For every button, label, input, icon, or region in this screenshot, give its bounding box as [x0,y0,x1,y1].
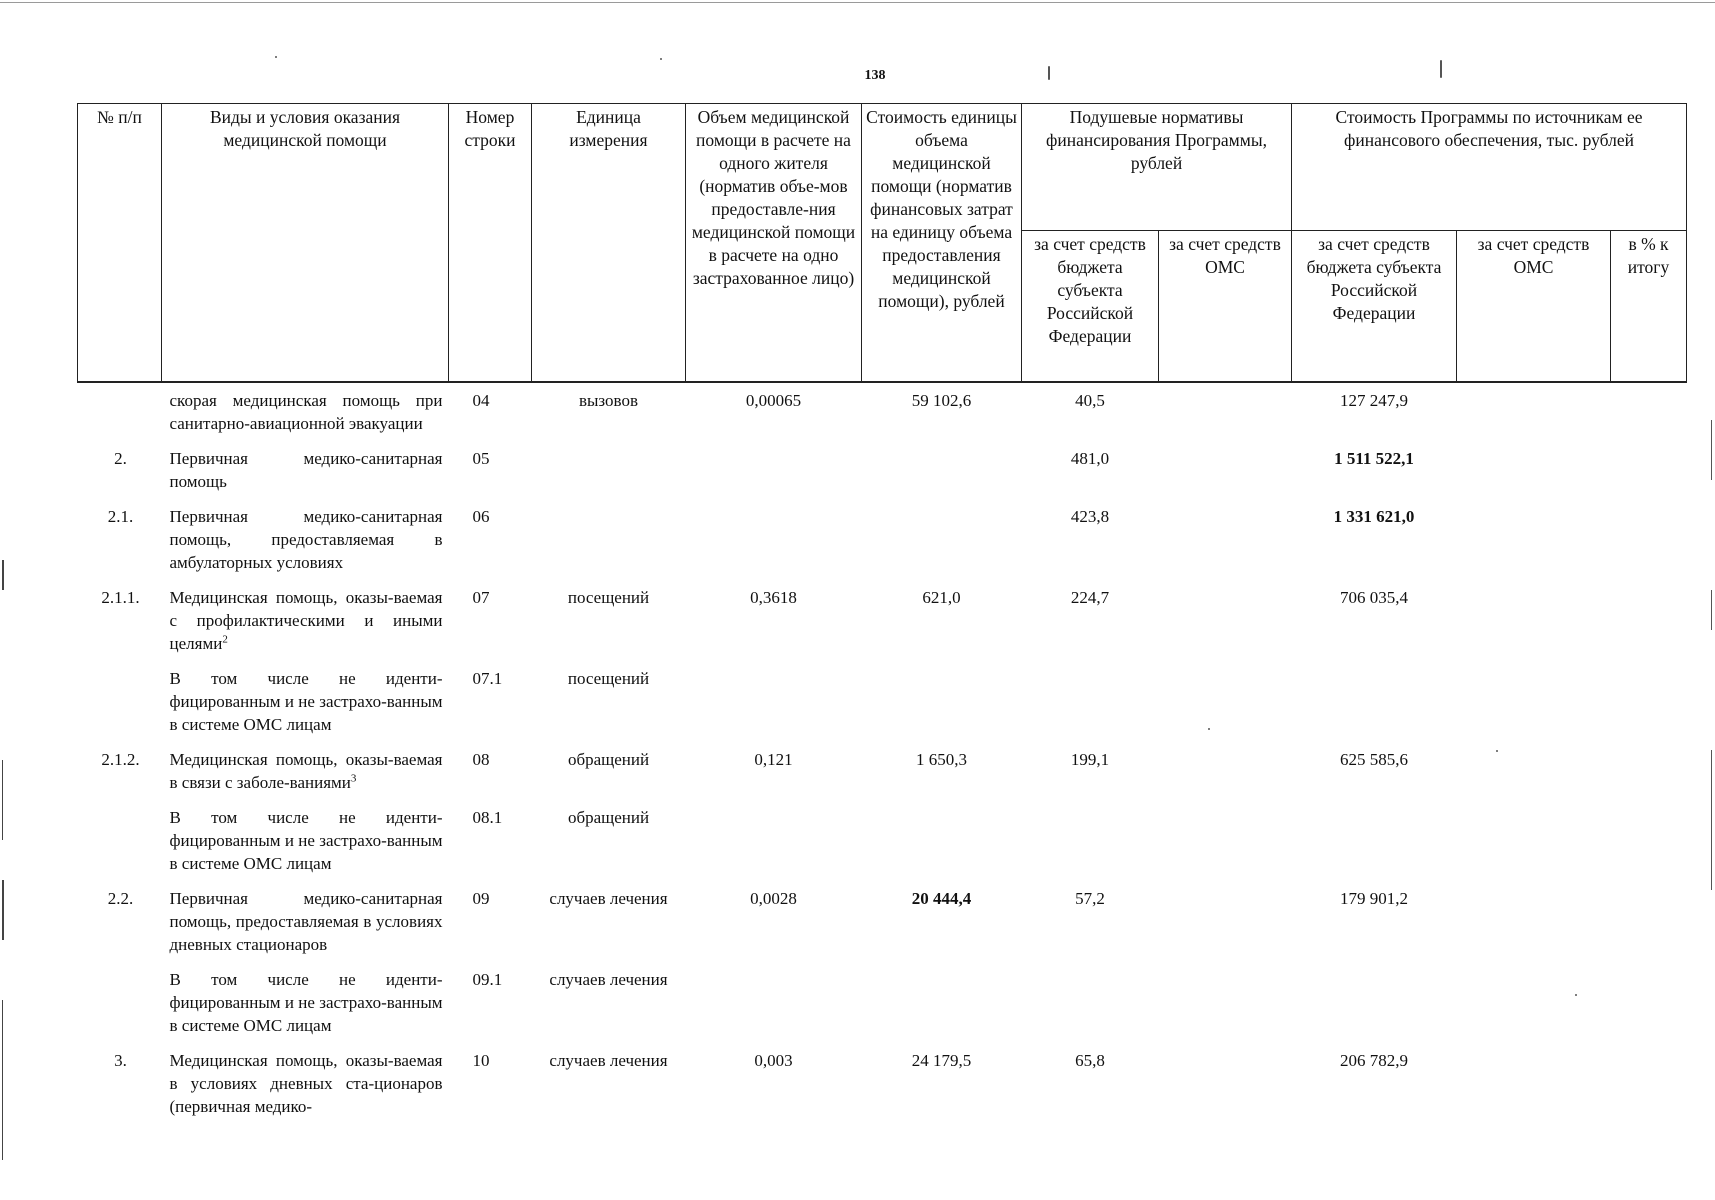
row-number: 2.1.2. [101,750,140,769]
row-program-oms [1457,881,1611,962]
row-name [162,881,449,962]
row-name [162,382,449,441]
row-name-text: Первичная медико-санитарная помощь, предоставляемая в амбулаторных условиях [169,507,443,572]
row-program-oms [1457,499,1611,580]
table-row [78,962,1687,1043]
scan-artifact [1711,590,1712,630]
row-volume [686,800,862,881]
row-percapita-budget: 65,8 [1075,1051,1105,1070]
row-number [78,962,162,1043]
row-volume: 0,003 [754,1051,793,1070]
scan-artifact [2,880,4,940]
row-percapita-oms [1159,1043,1292,1124]
row-unit: случаев лечения [549,970,668,989]
row-name-text: В том числе не иденти-фицированным и не застрахо-ванным в системе ОМС лицам [169,808,443,873]
row-unit: обращений [567,808,650,827]
row-name [162,1043,449,1124]
row-line-number: 08 [472,750,490,769]
row-percapita-oms [1159,742,1292,800]
row-program-percent [1611,962,1687,1043]
row-name [162,661,449,742]
table-row [78,382,1687,441]
row-program-percent [1611,499,1687,580]
row-name [162,441,449,499]
row-program-percent [1611,1043,1687,1124]
row-program-budget: 206 782,9 [1340,1051,1408,1070]
row-program-percent [1611,742,1687,800]
header-unit: Единица измерения [532,104,686,383]
row-program-budget: 706 035,4 [1340,588,1408,607]
table-row [78,441,1687,499]
header-percapita-budget: за счет средств бюджета субъекта Российской Федерации [1022,231,1159,383]
table-body [78,382,1687,1124]
row-unit [532,441,686,499]
row-program-budget [1292,661,1457,742]
row-number: 2.2. [107,889,134,908]
row-percapita-oms [1159,962,1292,1043]
row-percapita-budget: 481,0 [1070,449,1110,468]
row-program-percent [1611,881,1687,962]
row-unit: вызовов [578,391,638,410]
header-program: Стоимость Программы по источникам ее финансового обеспечения, тыс. рублей [1292,104,1687,231]
page-number: 138 [864,68,886,83]
row-number: 2.1.1. [101,588,140,607]
row-volume: 0,00065 [745,391,802,410]
row-program-budget: 179 901,2 [1340,889,1408,908]
row-cost [862,962,1022,1043]
financing-table [77,103,1687,1124]
table-row [78,580,1687,661]
row-number [78,382,162,441]
row-unit [532,499,686,580]
row-program-oms [1457,962,1611,1043]
row-percapita-budget: 423,8 [1070,507,1110,526]
row-name-text: Первичная медико-санитарная помощь [169,449,443,491]
row-cost [862,661,1022,742]
table-row [78,881,1687,962]
row-cost: 59 102,6 [911,391,972,410]
row-percapita-oms [1159,499,1292,580]
row-name [162,499,449,580]
row-program-budget: 625 585,6 [1340,750,1408,769]
row-name [162,580,449,661]
row-program-oms [1457,441,1611,499]
footnote-marker: 3 [350,772,357,785]
table-row [78,499,1687,580]
table-row [78,1043,1687,1124]
row-percapita-oms [1159,661,1292,742]
table-header [78,104,1687,383]
row-volume [686,661,862,742]
row-cost [862,499,1022,580]
row-percapita-budget [1022,962,1159,1043]
row-number: 3. [114,1051,127,1070]
row-name-text: В том числе не иденти-фицированным и не застрахо-ванным в системе ОМС лицам [169,669,443,734]
row-program-oms [1457,580,1611,661]
scan-speck [1440,60,1442,78]
row-cost [862,441,1022,499]
row-unit: посещений [567,588,650,607]
scan-artifact [2,1000,3,1160]
row-program-budget [1292,962,1457,1043]
row-volume: 0,0028 [750,889,797,908]
row-volume [686,441,862,499]
row-line-number: 06 [472,507,490,526]
row-name-text: В том числе не иденти-фицированным и не застрахо-ванным в системе ОМС лицам [169,970,443,1035]
row-cost [862,800,1022,881]
scan-speck [275,56,277,58]
row-name [162,742,449,800]
scan-artifact [1711,750,1712,890]
table-row [78,742,1687,800]
header-volume: Объем медицинской помощи в расчете на одного жителя (норматив объе-мов предоставле-ния медицинской помощи в расчете на одно застрахованное лицо) [686,104,862,383]
scan-artifact [2,560,4,590]
row-line-number: 10 [472,1051,490,1070]
row-name-text: Медицинская помощь, оказы-ваемая в связи с заболе-ваниями [169,750,443,792]
footnote-marker: 2 [222,633,228,646]
row-program-oms [1457,382,1611,441]
scan-speck [1048,66,1050,80]
header-percapita: Подушевые нормативы финансирования Программы, рублей [1022,104,1292,231]
row-volume: 0,121 [754,750,793,769]
scan-artifact [1711,420,1712,480]
row-cost: 621,0 [922,588,961,607]
header-program-budget: за счет средств бюджета субъекта Российской Федерации [1292,231,1457,383]
row-number: 2. [114,449,127,468]
row-percapita-oms [1159,800,1292,881]
row-program-budget [1292,800,1457,881]
row-program-percent [1611,441,1687,499]
row-program-oms [1457,661,1611,742]
row-percapita-budget [1022,800,1159,881]
header-num: № п/п [78,104,162,383]
row-volume: 0,3618 [750,588,797,607]
row-cost: 1 650,3 [916,750,967,769]
header-program-percent: в % к итогу [1611,231,1687,383]
row-cost: 20 444,4 [911,889,972,908]
row-percapita-budget: 57,2 [1075,889,1105,908]
row-name-text: Медицинская помощь, оказы-ваемая в условиях дневных ста-ционаров (первичная медико- [169,1051,443,1116]
row-percapita-oms [1159,881,1292,962]
row-percapita-oms [1159,441,1292,499]
row-program-percent [1611,382,1687,441]
row-unit: обращений [567,750,650,769]
row-program-oms [1457,742,1611,800]
row-number [78,661,162,742]
row-number: 2.1. [107,507,134,526]
row-line-number: 07 [472,588,490,607]
row-volume [686,499,862,580]
top-edge-rule [0,2,1715,3]
row-name [162,962,449,1043]
row-percapita-budget: 40,5 [1075,391,1105,410]
row-program-budget: 127 247,9 [1340,391,1408,410]
row-unit: случаев лечения [549,1051,668,1070]
row-volume [686,962,862,1043]
table-row [78,661,1687,742]
row-percapita-budget: 199,1 [1070,750,1110,769]
row-program-budget: 1 511 522,1 [1334,449,1414,468]
header-percapita-oms: за счет средств ОМС [1159,231,1292,383]
row-cost: 24 179,5 [911,1051,972,1070]
row-percapita-oms [1159,580,1292,661]
row-program-oms [1457,1043,1611,1124]
row-name-text: Первичная медико-санитарная помощь, предоставляемая в условиях дневных стационаров [169,889,443,954]
row-unit: посещений [567,669,650,688]
row-program-percent [1611,661,1687,742]
row-program-oms [1457,800,1611,881]
row-percapita-oms [1159,382,1292,441]
table-row [78,800,1687,881]
row-line-number: 09.1 [472,970,503,989]
row-percapita-budget [1022,661,1159,742]
row-name-text: скорая медицинская помощь при санитарно-авиационной эвакуации [169,391,443,433]
row-line-number: 09 [472,889,490,908]
row-program-percent [1611,580,1687,661]
row-line-number: 05 [472,449,490,468]
row-program-budget: 1 331 621,0 [1333,507,1415,526]
row-number [78,800,162,881]
row-name [162,800,449,881]
scan-speck [660,58,662,60]
scan-artifact [2,760,3,840]
row-name-text: Медицинская помощь, оказы-ваемая с профилактическими и иными целями [169,588,443,653]
row-program-percent [1611,800,1687,881]
row-line-number: 08.1 [472,808,503,827]
header-cost: Стоимость единицы объема медицинской помощи (норматив финансовых затрат на единицу объема предоставления медицинской помощи), рублей [862,104,1022,383]
header-types: Виды и условия оказания медицинской помощи [162,104,449,383]
row-percapita-budget: 224,7 [1070,588,1110,607]
header-line: Номер строки [449,104,532,383]
row-line-number: 04 [472,391,490,410]
header-program-oms: за счет средств ОМС [1457,231,1611,383]
row-unit: случаев лечения [549,889,668,908]
row-line-number: 07.1 [472,669,503,688]
